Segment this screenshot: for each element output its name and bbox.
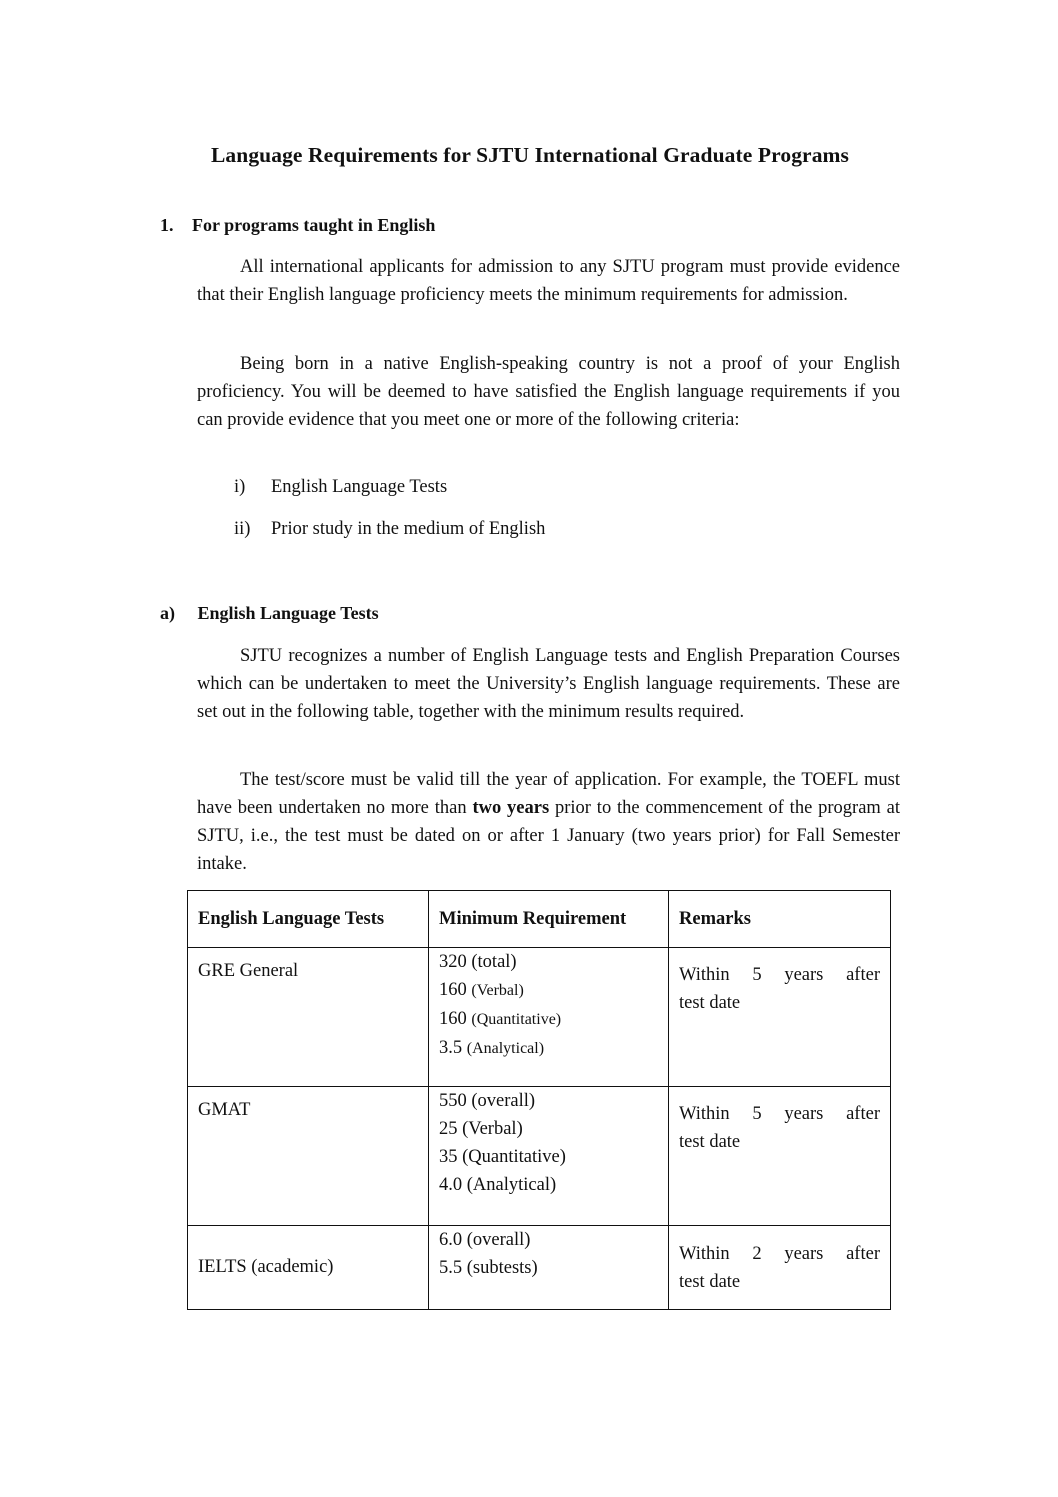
remarks-cell (669, 1226, 891, 1310)
section-1-heading (160, 215, 435, 236)
requirement-line: 550 (overall) (439, 1091, 536, 1111)
section-a-title: English Language Tests (197, 603, 379, 623)
requirement-line: 160 (Quantitative) (439, 1009, 562, 1029)
section-a-heading (160, 603, 379, 624)
test-name-cell: GRE General (188, 948, 429, 1087)
remark-line-2: test date (679, 1132, 741, 1152)
remark-line-2: test date (679, 1271, 741, 1292)
section-a-paragraph-2 (197, 766, 900, 878)
header-remarks: Remarks (669, 891, 891, 948)
requirement-line: 3.5 (Analytical) (439, 1038, 545, 1058)
section-1-paragraph-1: All international applicants for admission to any SJTU program must provide evidence that their English language proficiency meets the minimum requirements for admission. (197, 257, 900, 305)
table-header-row (188, 891, 891, 948)
requirement-cell (429, 948, 669, 1087)
remarks-cell (669, 948, 891, 1087)
requirement-line: 25 (Verbal) (439, 1119, 523, 1139)
table-row (188, 1087, 891, 1226)
criteria-item-1-marker: i) (234, 477, 246, 497)
test-name-cell: IELTS (academic) (188, 1226, 429, 1310)
document-title: Language Requirements for SJTU International Graduate Programs (210, 143, 850, 167)
remark-line-1: Within 2 years after (679, 1243, 880, 1264)
paragraph-2-bold-text: two years (472, 798, 550, 818)
header-minimum-requirement: Minimum Requirement (429, 891, 669, 948)
requirement-cell (429, 1226, 669, 1310)
criteria-item-2-text: Prior study in the medium of English (271, 519, 546, 539)
criteria-item-1-text: English Language Tests (271, 477, 448, 497)
requirement-line: 5.5 (subtests) (439, 1258, 538, 1278)
remark-line-1: Within 5 years after (679, 965, 880, 985)
section-1-paragraph-2: Being born in a native English-speaking country is not a proof of your English proficiency. You will be deemed to have satisfied the English language requirements if you can provide evidence that you meet one or more of the following criteria: (197, 354, 900, 430)
remarks-cell (669, 1087, 891, 1226)
requirement-line: 35 (Quantitative) (439, 1147, 566, 1167)
section-1-title: For programs taught in English (192, 215, 436, 235)
test-name-cell: GMAT (188, 1087, 429, 1226)
requirement-cell (429, 1087, 669, 1226)
remark-line-1: Within 5 years after (679, 1104, 880, 1124)
requirement-line: 6.0 (overall) (439, 1230, 531, 1250)
language-tests-table (187, 890, 891, 1310)
header-tests: English Language Tests (188, 891, 429, 948)
criteria-item-2-marker: ii) (234, 519, 251, 539)
table-row (188, 1226, 891, 1310)
section-1-number: 1. (160, 215, 174, 235)
section-a-paragraph-1: SJTU recognizes a number of English Language tests and English Preparation Courses which can be undertaken to meet the University’s English language requirements. These are set out in the following table, together with the minimum results required. (197, 646, 900, 722)
requirement-line: 160 (Verbal) (439, 980, 524, 1000)
table-row (188, 948, 891, 1087)
section-a-marker: a) (160, 603, 175, 623)
paragraph-2-text-end: prior to the commencement of the program at SJTU, i.e., the test must be dated on or after 1 January (two years prior) for Fall Semester intake. (197, 798, 900, 874)
paragraph-2-text-start: The test/score must be valid till the year of application. For example, the TOEFL must have been undertaken no more than (197, 770, 900, 818)
requirement-line: 320 (total) (439, 952, 517, 972)
requirement-line: 4.0 (Analytical) (439, 1175, 557, 1195)
remark-line-2: test date (679, 993, 741, 1013)
